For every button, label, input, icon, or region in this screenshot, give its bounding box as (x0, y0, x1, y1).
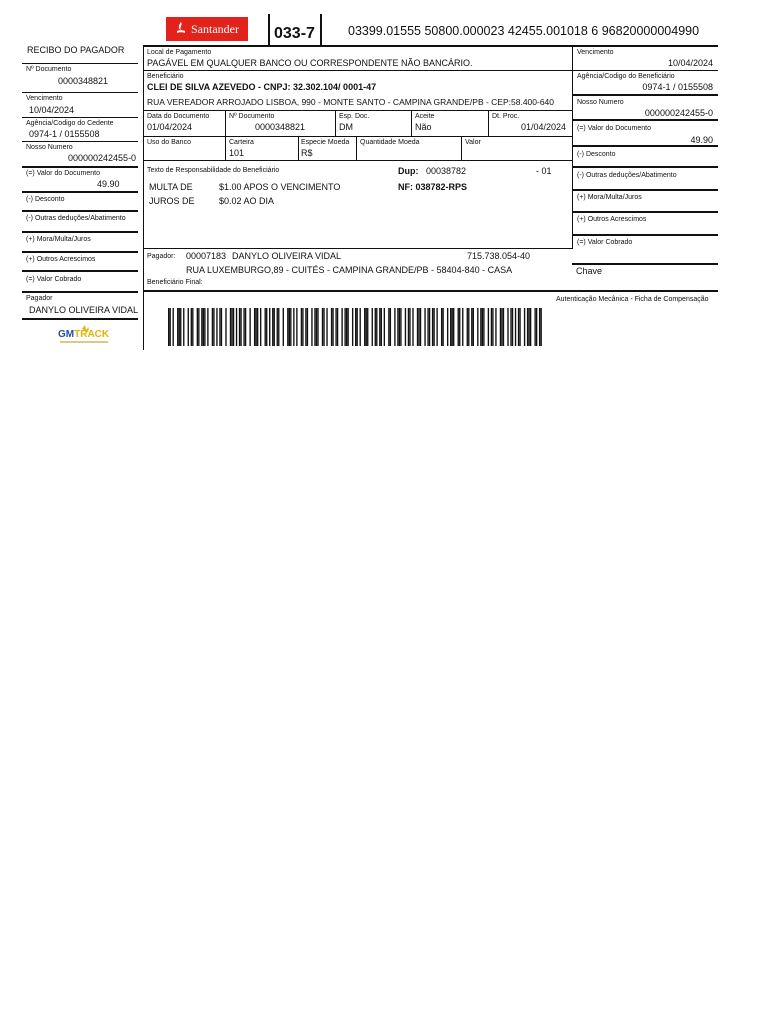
logo-text-gm: GM (58, 329, 75, 340)
payer-address: RUA LUXEMBURGO,89 - CUITÉS - CAMPINA GRANDE/PB - 58404-840 - CASA (186, 265, 513, 275)
nf-number: NF: 038782-RPS (398, 182, 468, 192)
right-doc-value-label: (=) Valor do Documento (577, 125, 651, 132)
process-date-label: Dt. Proc. (492, 113, 520, 120)
bank-name: Santander (191, 21, 239, 36)
doc-date: 01/04/2024 (147, 122, 193, 132)
receipt-charged-label: (=) Valor Cobrado (26, 276, 82, 283)
receipt-doc-value-label: (=) Valor do Documento (26, 170, 100, 177)
receipt-discount-label: (-) Desconto (26, 196, 65, 203)
dup-suffix: - 01 (536, 166, 552, 176)
right-doc-value: 49.90 (690, 135, 713, 145)
fine-label: MULTA DE (149, 182, 193, 192)
receipt-due-label: Vencimento (26, 95, 63, 102)
gmtrack-logo (58, 323, 110, 345)
currency: R$ (301, 148, 313, 158)
doc-date-label: Data do Documento (147, 113, 210, 120)
currency-label: Especie Moeda (301, 139, 350, 146)
right-agency-label: Agência/Codigo do Beneficiário (577, 73, 675, 80)
right-agency: 0974-1 / 0155508 (642, 82, 713, 92)
mechanical-auth: Autenticação Mecânica - Ficha de Compensação (556, 296, 709, 303)
right-additions-label: (+) Outros Acrescimos (577, 216, 647, 223)
receipt-payer-label: Pagador (26, 295, 53, 302)
receipt-doc-number: 0000348821 (58, 76, 109, 86)
payer-label: Pagador: (147, 253, 176, 260)
bank-code: 033-7 (274, 25, 315, 42)
right-interest-label: (+) Mora/Multa/Juros (577, 194, 642, 201)
payer-name: DANYLO OLIVEIRA VIDAL (232, 251, 342, 261)
digitable-line: 03399.01555 50800.000023 42455.001018 6 96820000004990 (348, 24, 700, 38)
receipt-title: RECIBO DO PAGADOR (27, 45, 125, 55)
right-deductions-label: (-) Outras deduções/Abatimento (577, 172, 677, 179)
wallet: 101 (229, 148, 245, 158)
right-due: 10/04/2024 (667, 58, 713, 68)
wallet-label: Carteira (229, 139, 254, 146)
receipt-doc-value: 49.90 (97, 179, 120, 189)
receipt-agency: 0974-1 / 0155508 (29, 129, 100, 139)
doc-number-label: Nº Documento (229, 113, 275, 120)
right-charged-label: (=) Valor Cobrado (577, 239, 633, 246)
right-due-label: Vencimento (577, 49, 614, 56)
qty-label: Quantidade Moeda (360, 139, 420, 146)
value-label: Valor (465, 139, 481, 146)
accept-label: Aceite (415, 113, 435, 120)
receipt-due: 10/04/2024 (29, 105, 75, 115)
payer-code: 00007183 (186, 251, 227, 261)
right-discount-label: (-) Desconto (577, 151, 616, 158)
beneficiary-address: RUA VEREADOR ARROJADO LISBOA, 990 - MONTE SANTO - CAMPINA GRANDE/PB - CEP:58.400-640 (147, 97, 555, 107)
payment-place-label: Local de Pagamento (147, 49, 212, 56)
receipt-additions-label: (+) Outros Acrescimos (26, 256, 96, 263)
receipt-interest-label: (+) Mora/Multa/Juros (26, 236, 91, 243)
final-beneficiary-label: Beneficiário Final: (147, 279, 203, 286)
right-our-number-label: Nosso Numero (577, 99, 624, 106)
santander-logo (166, 17, 248, 41)
dup-label: Dup: (398, 166, 419, 176)
beneficiary-label: Beneficiário (147, 73, 184, 80)
fine-text: $1.00 APOS O VENCIMENTO (219, 182, 341, 192)
interest-label: JUROS DE (149, 196, 195, 206)
accept: Não (415, 122, 432, 132)
payer-cpf: 715.738.054-40 (467, 251, 531, 261)
doc-kind: DM (339, 122, 353, 132)
chave-label: Chave (576, 266, 603, 276)
process-date: 01/04/2024 (521, 122, 567, 132)
receipt-agency-label: Agência/Codigo do Cedente (26, 120, 114, 127)
logo-text-track: TRACK (74, 329, 110, 340)
receipt-doc-number-label: Nº Documento (26, 66, 72, 73)
receipt-payer: DANYLO OLIVEIRA VIDAL (29, 305, 139, 315)
bank-use-label: Uso do Banco (147, 139, 191, 146)
receipt-our-number: 000000242455-0 (68, 153, 137, 163)
barcode (168, 308, 542, 346)
flame-icon (175, 22, 187, 36)
payment-place: PAGÁVEL EM QUALQUER BANCO OU CORRESPONDENTE NÃO BANCÁRIO. (147, 58, 473, 68)
beneficiary: CLEI DE SILVA AZEVEDO - CNPJ: 32.302.104/ 0001-47 (147, 82, 377, 92)
doc-number: 0000348821 (255, 122, 306, 132)
receipt-deductions-label: (-) Outras deduções/Abatimento (26, 215, 126, 222)
receipt-our-number-label: Nosso Numero (26, 144, 73, 151)
right-our-number: 000000242455-0 (644, 108, 713, 118)
interest-text: $0.02 AO DIA (219, 196, 275, 206)
instructions-label: Texto de Responsabilidade do Beneficiário (147, 167, 280, 174)
dup-value: 00038782 (426, 166, 467, 176)
doc-kind-label: Esp. Doc. (339, 113, 370, 120)
